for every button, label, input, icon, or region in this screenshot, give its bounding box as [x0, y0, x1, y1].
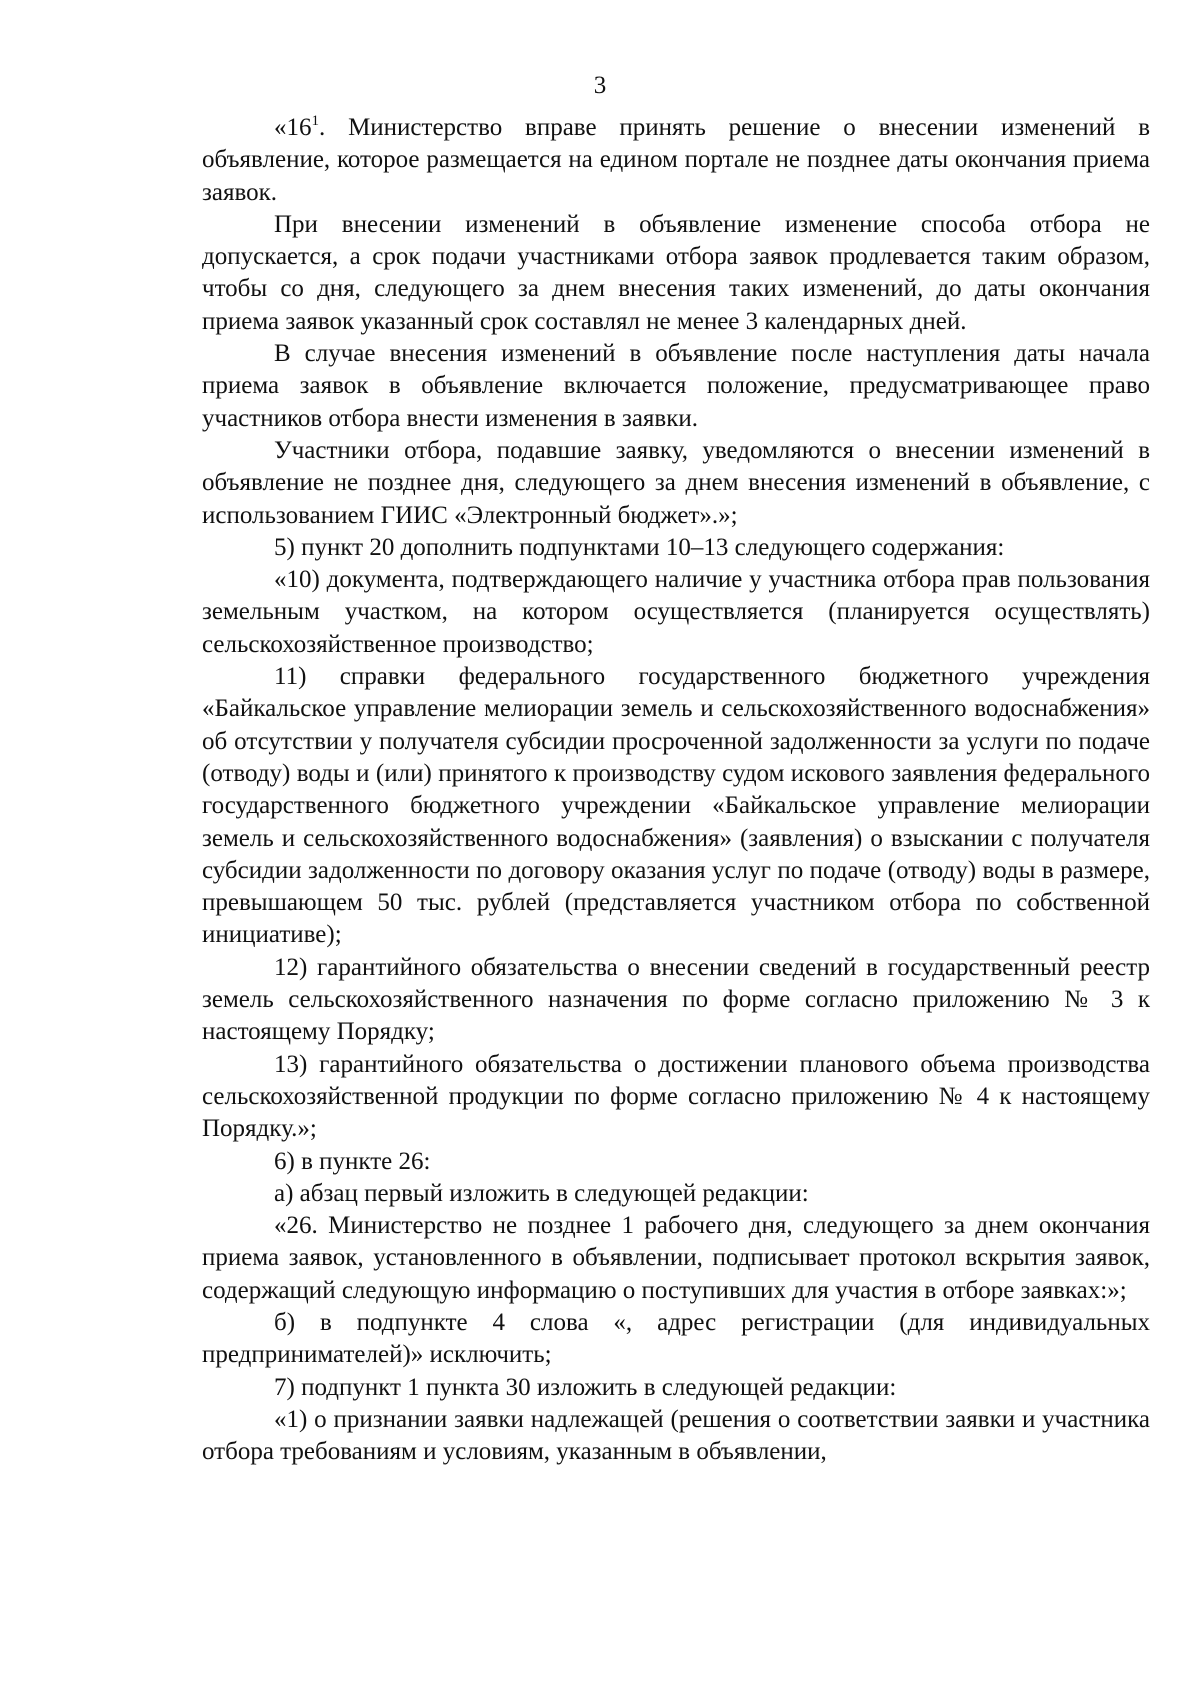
- superscript-index: 1: [311, 113, 319, 129]
- paragraph-subitem-12: 12) гарантийного обязательства о внесении сведений в государственный реестр земель сельскохозяйственного назначения по форме согласно приложению № 3 к настоящему Порядку;: [202, 953, 1150, 1046]
- document-body: [202, 112, 1150, 1468]
- paragraph-change-rules: При внесении изменений в объявление изменение способа отбора не допускается, а срок подачи участниками отбора заявок продлевается таким образом, чтобы со дня, следующего за днем внесения таких изменений, до даты окончания приема заявок указанный срок составлял не менее 3 календарных дней.: [202, 210, 1150, 335]
- paragraph-item-6b: б) в подпункте 4 слова «, адрес регистрации (для индивидуальных предпринимателей)» исключить;: [202, 1308, 1150, 1369]
- paragraph-16-1: [202, 112, 1150, 209]
- paragraph-text: «16: [274, 114, 312, 141]
- paragraph-text: . Министерство вправе принять решение о внесении изменений в объявление, которое размещается на едином портале не позднее даты окончания приема заявок.: [202, 114, 1150, 206]
- paragraph-clause-26: «26. Министерство не позднее 1 рабочего дня, следующего за днем окончания приема заявок, установленного в объявлении, подписывает протокол вскрытия заявок, содержащий следующую информацию о поступивших для участия в отборе заявках:»;: [202, 1212, 1150, 1304]
- paragraph-notification: Участники отбора, подавшие заявку, уведомляются о внесении изменений в объявление не позднее дня, следующего за днем внесения изменений в объявление, с использованием ГИИС «Электронный бюджет».»;: [202, 436, 1150, 529]
- paragraph-subitem-10: «10) документа, подтверждающего наличие у участника отбора прав пользования земельным участком, на котором осуществляется (планируется осуществлять) сельскохозяйственное производство;: [202, 566, 1150, 658]
- paragraph-subitem-13: 13) гарантийного обязательства о достижении планового объема производства сельскохозяйственной продукции по форме согласно приложению № 4 к настоящему Порядку.»;: [202, 1050, 1150, 1143]
- paragraph-after-start: В случае внесения изменений в объявление после наступления даты начала приема заявок в объявление включается положение, предусматривающее право участников отбора внести изменения в заявки.: [202, 340, 1150, 432]
- paragraph-item-5: 5) пункт 20 дополнить подпунктами 10–13 следующего содержания:: [274, 533, 1005, 561]
- paragraph-item-7: 7) подпункт 1 пункта 30 изложить в следующей редакции:: [274, 1373, 897, 1401]
- page-number: 3: [593, 72, 607, 99]
- paragraph-subitem-1: «1) о признании заявки надлежащей (решения о соответствии заявки и участника отбора требованиям и условиям, указанным в объявлении,: [202, 1405, 1150, 1466]
- paragraph-subitem-11: 11) справки федерального государственного бюджетного учреждения «Байкальское управление мелиорации земель и сельскохозяйственного водоснабжения» об отсутствии у получателя субсидии просроченной задолженности за услуги по подаче (отводу) воды и (или) принятого к производству судом искового заявления федерального государственного бюджетного учреждении «Байкальское управление мелиорации земель и сельскохозяйственного водоснабжения» (заявления) о взыскании с получателя субсидии задолженности по договору оказания услуг по подаче (отводу) воды в размере, превышающем 50 тыс. рублей (представляется участником отбора по собственной инициативе);: [202, 663, 1150, 949]
- paragraph-item-6a: а) абзац первый изложить в следующей редакции:: [274, 1179, 809, 1207]
- paragraph-item-6: 6) в пункте 26:: [274, 1147, 431, 1175]
